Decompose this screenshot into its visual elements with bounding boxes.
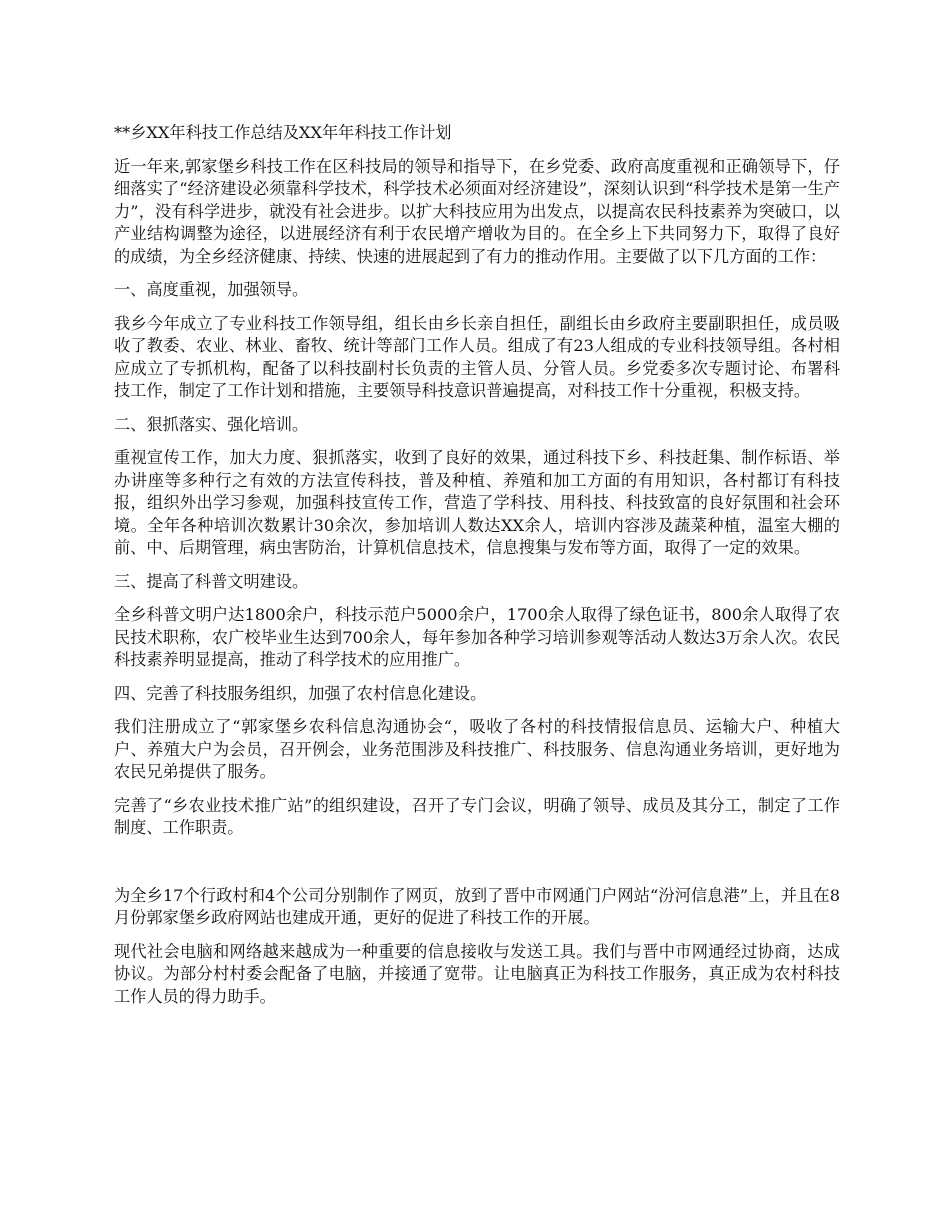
- paragraph-computers: 现代社会电脑和网络越来越成为一种重要的信息接收与发送工具。我们与晋中市网通经过协商，达成协议。为部分村村委会配备了电脑，并接通了宽带。让电脑真正为科技工作服务，真正成为农村科技工作人员的得力助手。: [114, 941, 840, 1006]
- paragraph-websites: 为全乡17个行政村和4个公司分别制作了网页，放到了晋中市网通门户网站“汾河信息港”上，并且在8月份郭家堡乡政府网站也建成开通，更好的促进了科技工作的开展。: [114, 885, 840, 927]
- paragraph-intro: 近一年来,郭家堡乡科技工作在区科技局的领导和指导下，在乡党委、政府高度重视和正确领导下，仔细落实了“经济建设必须靠科学技术，科学技术必须面对经济建设”，深刻认识到“科学技术是第一生产力”，没有科学进步，就没有社会进步。以扩大科技应用为出发点，以提高农民科技素养为突破口，以产业结构调整为途径，以进展经济有利于农民增产增收为目的。在全乡上下共同努力下，取得了良好的成绩，为全乡经济健康、持续、快速的进展起到了有力的推动作用。主要做了以下几方面的工作：: [114, 156, 840, 266]
- section-heading-1: 一、高度重视，加强领导。: [114, 280, 309, 299]
- paragraph-science-popularization: 全乡科普文明户达1800余户，科技示范户5000余户，1700余人取得了绿色证书，800余人取得了农民技术职称，农广校毕业生达到700余人，每年参加各种学习培训参观等活动人数达3万余人次。农民科技素养明显提高，推动了科学技术的应用推广。: [114, 605, 840, 669]
- paragraph-leadership: 我乡今年成立了专业科技工作领导组，组长由乡长亲自担任，副组长由乡政府主要副职担任，成员吸收了教委、农业、林业、畜牧、统计等部门工作人员。组成了有23人组成的专业科技领导组。各村相应成立了专抓机构，配备了以科技副村长负责的主管人员、分管人员。乡党委多次专题讨论、布署科技工作，制定了工作计划和措施，主要领导科技意识普遍提高，对科技工作十分重视，积极支持。: [114, 313, 840, 400]
- section-heading-4: 四、完善了科技服务组织，加强了农村信息化建设。: [114, 683, 487, 703]
- paragraph-association: 我们注册成立了“郭家堡乡农科信息沟通协会“，吸收了各村的科技情报信息员、运输大户、种植大户、养殖大户为会员，召开例会，业务范围涉及科技推广、科技服务、信息沟通业务培训，更好地为农民兄弟提供了服务。: [114, 717, 840, 781]
- document-title: **乡XX年科技工作总结及XX年年科技工作计划: [114, 123, 452, 142]
- section-heading-2: 二、狠抓落实、强化培训。: [114, 414, 309, 434]
- paragraph-training: 重视宣传工作，加大力度、狠抓落实，收到了良好的效果，通过科技下乡、科技赶集、制作标语、举办讲座等多种行之有效的方法宣传科技，普及种植、养殖和加工方面的有用知识，各村都订有科技报，组织外出学习参观，加强科技宣传工作，营造了学科技、用科技、科技致富的良好氛围和社会环境。全年各种培训次数累计30余次，参加培训人数达XX余人，培训内容涉及蔬菜种植，温室大棚的前、中、后期管理，病虫害防治，计算机信息技术，信息搜集与发布等方面，取得了一定的效果。: [114, 448, 840, 557]
- blank-gap: [114, 851, 840, 885]
- paragraph-extension-station: 完善了“乡农业技术推广站”的组织建设，召开了专门会议，明确了领导、成员及其分工，制定了工作制度、工作职责。: [114, 795, 840, 837]
- document-body: [114, 122, 840, 1019]
- section-heading-3: 三、提高了科普文明建设。: [114, 571, 309, 591]
